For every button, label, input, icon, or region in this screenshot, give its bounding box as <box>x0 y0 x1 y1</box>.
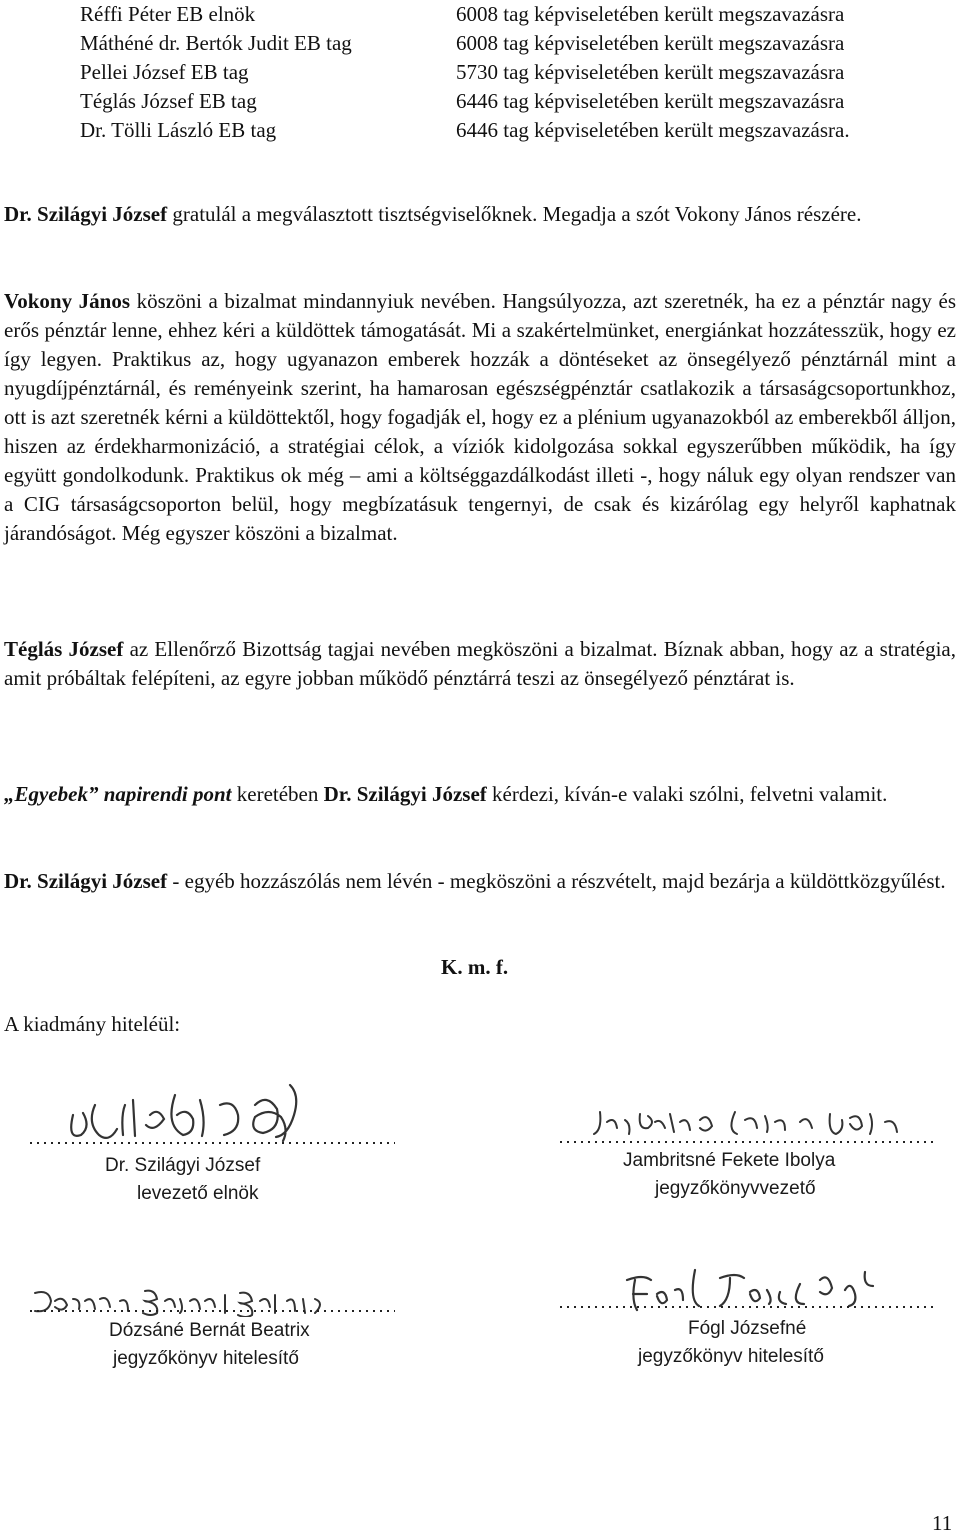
signatory-role: jegyzőkönyv hitelesítő <box>638 1346 824 1367</box>
paragraph-closing <box>4 867 956 896</box>
vote-result-text: 6008 tag képviseletében került megszavazásra <box>456 31 845 55</box>
vote-row <box>8 87 958 116</box>
signature-block-authenticator-2 <box>555 1260 940 1375</box>
signatory-name: Dr. Szilágyi József <box>105 1155 261 1176</box>
vote-member-name: Téglás József EB tag <box>80 89 257 113</box>
vote-member-name: Réffi Péter EB elnök <box>80 2 256 26</box>
paragraph-text: keretében <box>231 782 324 806</box>
signature-block-recorder <box>555 1100 940 1215</box>
vote-result-text: 6446 tag képviseletében került megszavazásra. <box>456 118 850 142</box>
vote-row <box>8 58 958 87</box>
speaker-name: Téglás József <box>4 637 124 661</box>
kmf-label: K. m. f. <box>441 955 509 979</box>
page-number: 11 <box>932 1511 953 1535</box>
vote-member-name: Máthéné dr. Bertók Judit EB tag <box>80 31 352 55</box>
signatory-role: jegyzőkönyv hitelesítő <box>113 1348 299 1369</box>
paragraph-other-business <box>4 780 956 809</box>
paragraph-congratulation <box>4 200 956 229</box>
vote-member-name: Dr. Tölli László EB tag <box>80 118 277 142</box>
agenda-item-title: „Egyebek” napirendi pont <box>4 782 232 806</box>
speaker-name: Vokony János <box>4 289 131 313</box>
authentication-label: A kiadmány hiteléül: <box>4 1012 181 1036</box>
vote-member-name: Pellei József EB tag <box>80 60 249 84</box>
vote-row <box>8 116 958 145</box>
signatory-name: Jambritsné Fekete Ibolya <box>623 1150 836 1171</box>
paragraph-text: az Ellenőrző Bizottság tagjai nevében megköszöni a bizalmat. Bíznak abban, hogy az a stratégia, amit próbáltak felépíteni, az egyre jobban működő pénztárrá teszi az önsegélyező pénztárat is. <box>4 637 956 690</box>
signatory-role: jegyzőkönyvvezető <box>655 1178 816 1199</box>
handwritten-signature <box>555 1260 940 1315</box>
vote-row <box>8 0 958 29</box>
handwritten-signature <box>25 1285 405 1317</box>
handwritten-signature <box>25 1075 405 1155</box>
vote-result-text: 6008 tag képviseletében került megszavazásra <box>456 2 845 26</box>
speaker-name: Dr. Szilágyi József <box>4 202 168 226</box>
signatory-name: Fógl Józsefné <box>688 1318 807 1339</box>
vote-result-text: 6446 tag képviseletében került megszavazásra <box>456 89 845 113</box>
signature-block-chair <box>25 1075 405 1215</box>
paragraph-text: kérdezi, kíván-e valaki szólni, felvetni valamit. <box>486 782 888 806</box>
vote-results-table <box>8 0 958 145</box>
vote-result-text: 5730 tag képviseletében került megszavazásra <box>456 60 845 84</box>
signatory-name: Dózsáné Bernát Beatrix <box>109 1320 310 1341</box>
paragraph-text: köszöni a bizalmat mindannyiuk nevében. Hangsúlyozza, azt szeretnék, ha ez a pénztár nagy és erős pénztár lenne, ehhez kéri a küldöttek támogatását. Mi a szakértelmünket, energiánkat hozzátesszük, hogy ez így legyen. Praktikus az, hogy ugyanazon emberek hozzák a döntéseket az önsegélyező pénztárnál mint a nyugdíjpénztárnál, és reményeink szerint, ha hamarosan egészségpénztár csatlakozik a társaságcsoportunkhoz, ott is azt szeretnék kérni a küldöttektől, hogy fogadják el, hogy ez a plénium ugyanazokból az emberekből álljon, hiszen az érdekharmonizáció, a stratégiai célok, a víziók kidolgozása sokkal egyszerűbben működik, ha így együtt gondolkodunk. Praktikus ok még – ami a költséggazdálkodást illeti -, hogy náluk egy olyan rendszer van a CIG társaságcsoporton belül, hogy megbízatásuk tengernyi, de csak és kizárólag egy helyről kaphatnak járandóságot. Még egyszer köszöni a bizalmat. <box>4 289 956 545</box>
speaker-name: Dr. Szilágyi József <box>4 869 168 893</box>
paragraph-vokony-speech <box>4 287 956 548</box>
paragraph-teglas-speech <box>4 635 956 693</box>
paragraph-text: - egyéb hozzászólás nem lévén - megköszöni a részvételt, majd bezárja a küldöttközgyűlést. <box>167 869 946 893</box>
signature-block-authenticator-1 <box>25 1285 405 1375</box>
vote-row <box>8 29 958 58</box>
signatory-role: levezető elnök <box>137 1183 259 1204</box>
paragraph-text: gratulál a megválasztott tisztségviselőknek. Megadja a szót Vokony János részére. <box>167 202 862 226</box>
handwritten-signature <box>555 1100 940 1150</box>
speaker-name: Dr. Szilágyi József <box>323 782 487 806</box>
